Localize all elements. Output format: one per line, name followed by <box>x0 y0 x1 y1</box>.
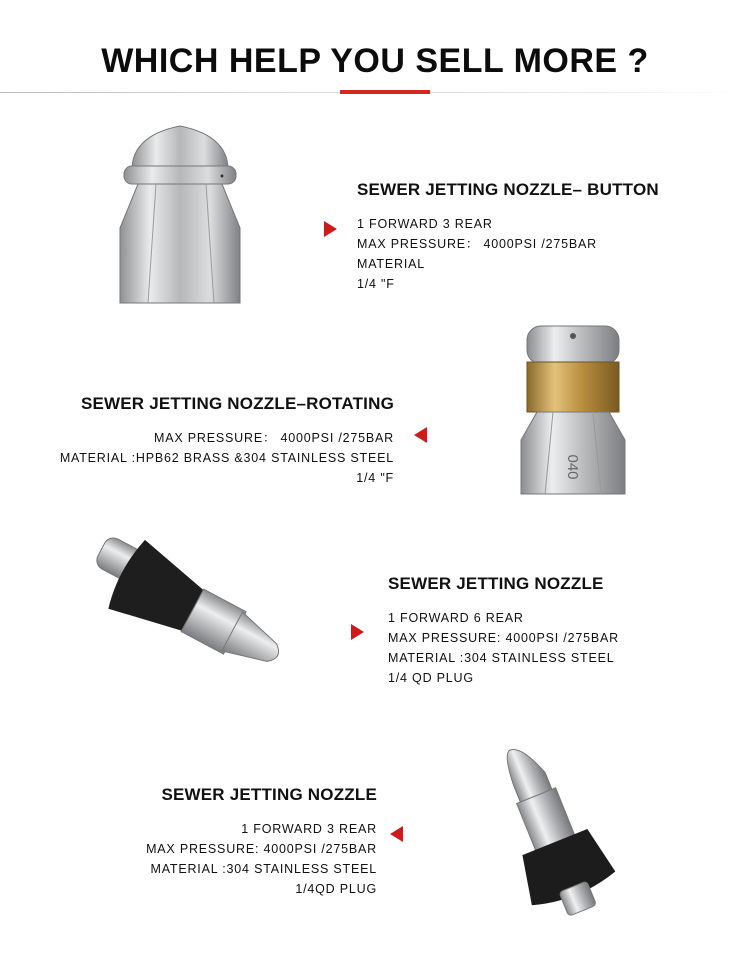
spec-line: MATERIAL <box>357 257 425 271</box>
pointed-nozzle-image <box>455 735 645 925</box>
spec-line: 1/4 "F <box>356 471 394 485</box>
spec-line: MAX PRESSURE： 4000PSI /275BAR <box>357 237 597 251</box>
product-info-nozzle-b <box>146 785 377 899</box>
product-name: SEWER JETTING NOZZLE <box>388 574 604 593</box>
spec-line: 1/4QD PLUG <box>295 882 377 896</box>
rotating-nozzle-image <box>515 322 630 500</box>
spec-line: MATERIAL :HPB62 BRASS &304 STAINLESS STEEL <box>59 451 394 465</box>
product-info-button <box>357 180 659 294</box>
page-title: WHICH HELP YOU SELL MORE ? <box>101 42 649 80</box>
title-accent-bar <box>340 90 430 94</box>
spec-line: 1 FORWARD 3 REAR <box>357 217 493 231</box>
spec-line: 1/4 "F <box>357 277 395 291</box>
spec-line: MATERIAL :304 STAINLESS STEEL <box>150 862 377 876</box>
pointer-arrow-icon <box>351 624 364 640</box>
product-info-nozzle-a <box>388 574 619 688</box>
product-name: SEWER JETTING NOZZLE–ROTATING <box>80 394 394 413</box>
spec-line: 1/4 QD PLUG <box>388 671 474 685</box>
spec-line: MATERIAL :304 STAINLESS STEEL <box>388 651 615 665</box>
pointer-arrow-icon <box>390 826 403 842</box>
product-name: SEWER JETTING NOZZLE <box>161 785 377 804</box>
product-name: SEWER JETTING NOZZLE– BUTTON <box>357 180 659 199</box>
pointer-arrow-icon <box>414 427 427 443</box>
spec-line: 1 FORWARD 3 REAR <box>241 822 377 836</box>
spec-line: MAX PRESSURE: 4000PSI /275BAR <box>146 842 377 856</box>
engraving-label: 040 <box>564 454 581 480</box>
spec-line: MAX PRESSURE： 4000PSI /275BAR <box>154 431 394 445</box>
product-info-rotating <box>60 394 394 488</box>
pointer-arrow-icon <box>324 221 337 237</box>
spec-line: 1 FORWARD 6 REAR <box>388 611 524 625</box>
button-nozzle-image <box>110 118 250 313</box>
rubber-nozzle-image <box>78 528 300 688</box>
spec-line: MAX PRESSURE: 4000PSI /275BAR <box>388 631 619 645</box>
